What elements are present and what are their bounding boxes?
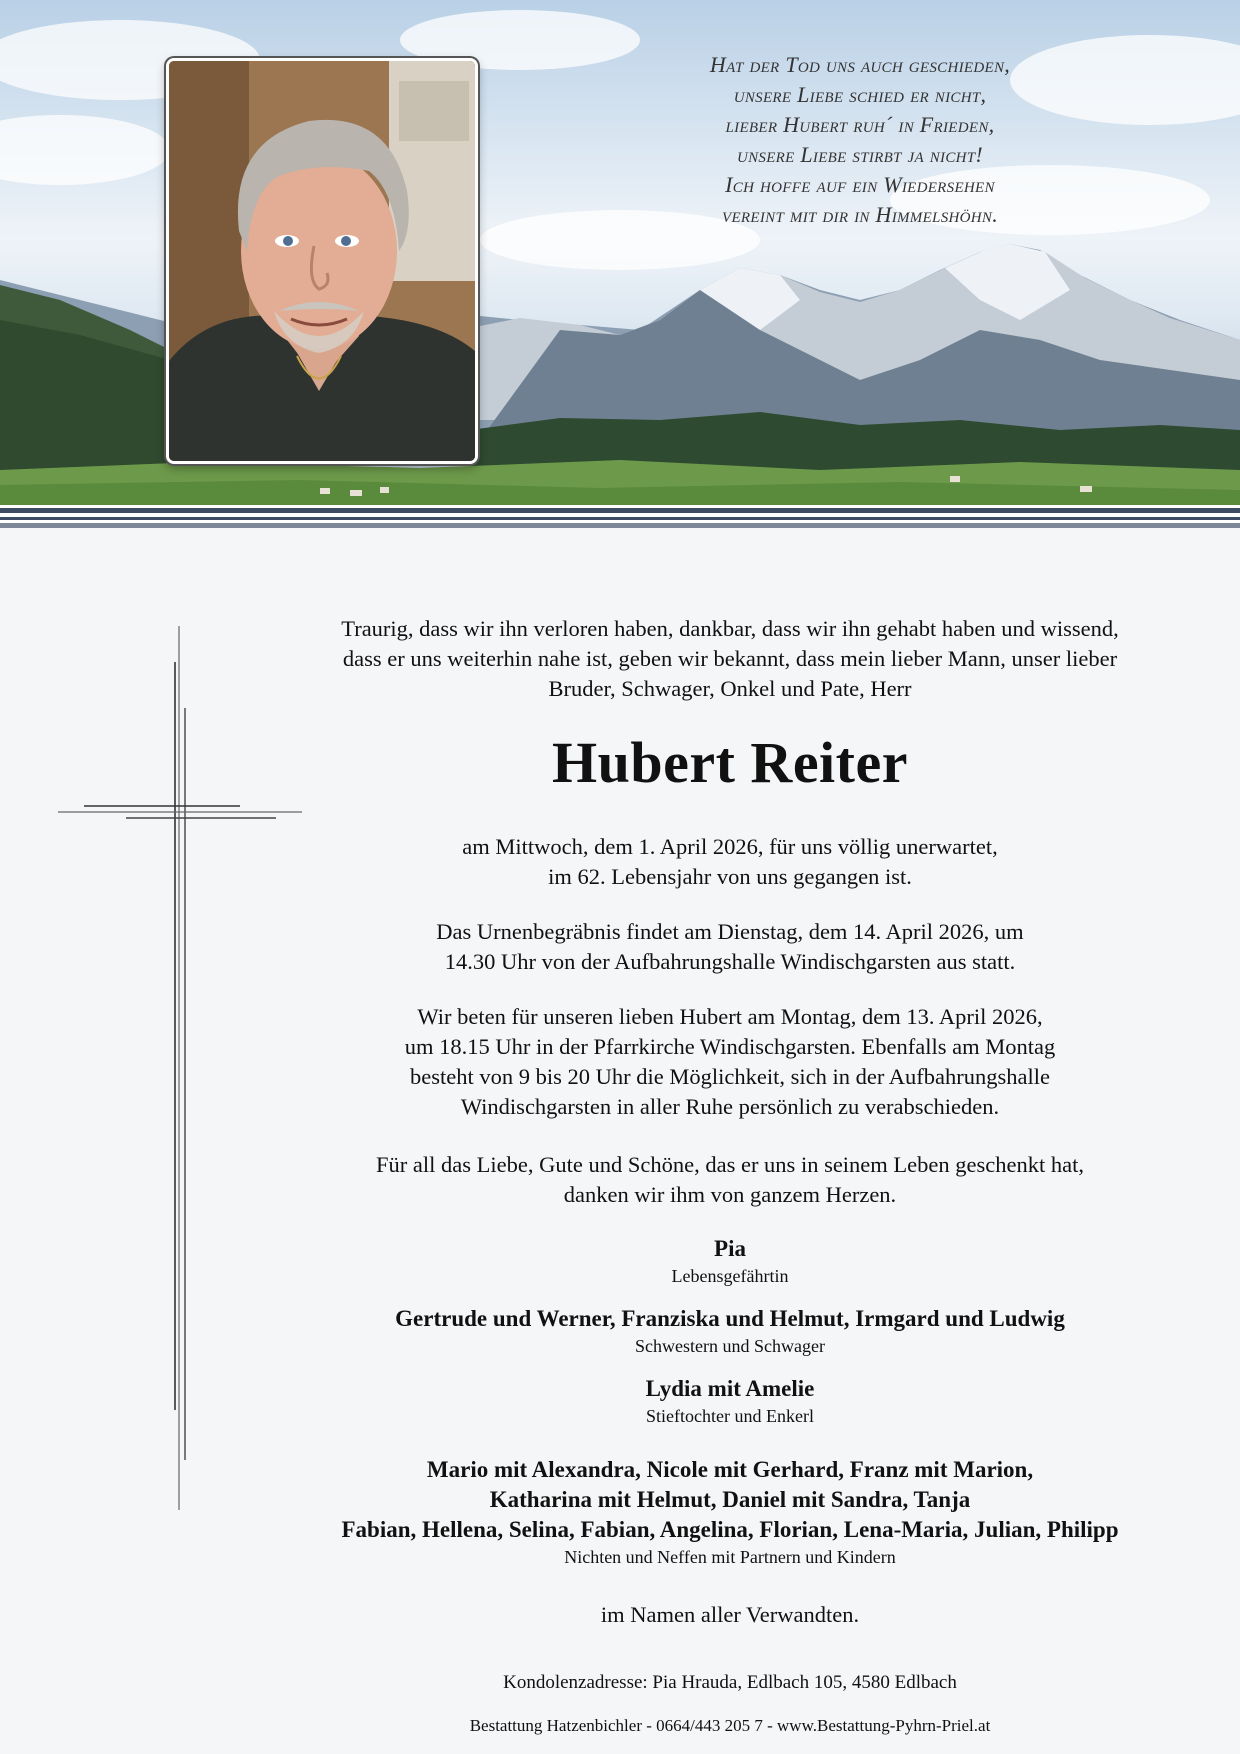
poem-line: unsere Liebe stirbt ja nicht!: [736, 142, 984, 167]
funeral-info-paragraph: [280, 917, 1180, 977]
mourner-names: Pia: [714, 1236, 746, 1261]
prayer-info-line: Windischgarsten in aller Ruhe persönlich zu verabschieden.: [460, 1094, 1000, 1119]
condolence-address-wrap: [280, 1670, 1180, 1696]
deceased-name: Hubert Reiter: [552, 730, 908, 795]
mourner-relation: Stieftochter und Enkerl: [646, 1406, 814, 1426]
intro-line: Traurig, dass wir ihn verloren haben, dankbar, dass wir ihn gehabt haben und wissend,: [341, 616, 1119, 641]
prayer-info-line: Wir beten für unseren lieben Hubert am Montag, dem 13. April 2026,: [417, 1004, 1043, 1029]
funeral-home-contact: Bestattung Hatzenbichler - 0664/443 205 7 - www.Bestattung-Pyhrn-Priel.at: [469, 1716, 991, 1735]
mourner-names: Gertrude und Werner, Franziska und Helmut, Irmgard und Ludwig: [395, 1306, 1065, 1331]
poem-line: Ich hoffe auf ein Wiedersehen: [725, 172, 995, 197]
funeral-info-line: 14.30 Uhr von der Aufbahrungshalle Windischgarsten aus statt.: [444, 949, 1016, 974]
prayer-info-line: besteht von 9 bis 20 Uhr die Möglichkeit, sich in der Aufbahrungshalle: [410, 1064, 1050, 1089]
mourner-names: Lydia mit Amelie: [645, 1376, 815, 1401]
thanks-line: Für all das Liebe, Gute und Schöne, das er uns in seinem Leben geschenkt hat,: [376, 1152, 1084, 1177]
poem-line: vereint mit dir in Himmelshöhn.: [722, 202, 998, 227]
intro-line: dass er uns weiterhin nahe ist, geben wir bekannt, dass mein lieber Mann, unser lieber: [342, 646, 1118, 671]
mourner-relation: Lebensgefährtin: [671, 1266, 789, 1286]
closing-line-wrap: [280, 1600, 1180, 1630]
mourner-group: [280, 1234, 1180, 1288]
intro-line: Bruder, Schwager, Onkel und Pate, Herr: [548, 676, 912, 701]
mourner-names: Mario mit Alexandra, Nicole mit Gerhard, Franz mit Marion,: [426, 1457, 1034, 1482]
poem-line: lieber Hubert ruh´ in Frieden,: [725, 112, 995, 137]
death-info-line: im 62. Lebensjahr von uns gegangen ist.: [548, 864, 912, 889]
poem-line: unsere Liebe schied er nicht,: [733, 82, 987, 107]
death-info-paragraph: [280, 832, 1180, 892]
funeral-info-line: Das Urnenbegräbnis findet am Dienstag, dem 14. April 2026, um: [436, 919, 1024, 944]
mourner-relation: Nichten und Neffen mit Partnern und Kindern: [564, 1547, 896, 1567]
mourner-names: Fabian, Hellena, Selina, Fabian, Angelina, Florian, Lena-Maria, Julian, Philipp: [341, 1517, 1119, 1542]
prayer-info-line: um 18.15 Uhr in der Pfarrkirche Windischgarsten. Ebenfalls am Montag: [404, 1034, 1056, 1059]
mourner-names: Katharina mit Helmut, Daniel mit Sandra, Tanja: [489, 1487, 971, 1512]
prayer-info-paragraph: [280, 1002, 1180, 1122]
poem-verse: [620, 50, 1100, 230]
death-info-line: am Mittwoch, dem 1. April 2026, für uns völlig unerwartet,: [462, 834, 998, 859]
funeral-home-wrap: [280, 1714, 1180, 1738]
mourner-group: [280, 1304, 1180, 1358]
condolence-address: Kondolenzadresse: Pia Hrauda, Edlbach 105, 4580 Edlbach: [503, 1672, 957, 1693]
mourner-group: [280, 1374, 1180, 1428]
poem-line: Hat der Tod uns auch geschieden,: [709, 52, 1011, 77]
closing-line: im Namen aller Verwandten.: [600, 1602, 860, 1627]
cross-icon: [56, 620, 306, 1520]
mourner-relation: Schwestern und Schwager: [635, 1336, 825, 1356]
thanks-line: danken wir ihm von ganzem Herzen.: [563, 1182, 897, 1207]
deceased-portrait-photo: [166, 58, 478, 464]
thanks-paragraph: [280, 1150, 1180, 1210]
intro-paragraph: [280, 614, 1180, 704]
mourner-group: [280, 1455, 1180, 1569]
